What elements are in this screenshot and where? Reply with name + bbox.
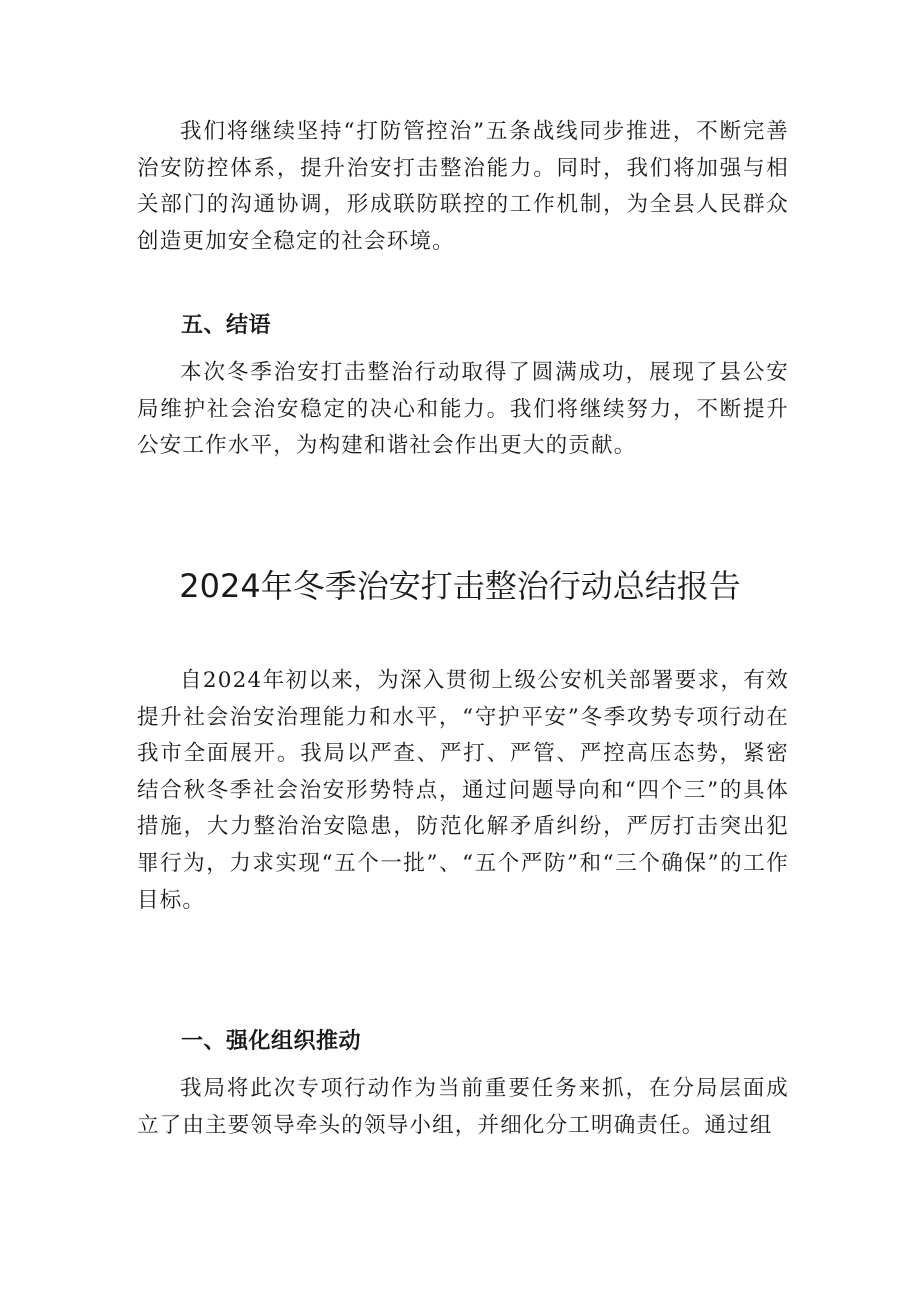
section-heading-conclusion: 五、结语 bbox=[181, 313, 272, 338]
intro-paragraph: 自2024年初以来，为深入贯彻上级公安机关部署要求，有效提升社会治安治理能力和水平，“守护平安”冬季攻势专项行动在我市全面展开。我局以严查、严打、严管、严控高压态势，紧密结合秋冬季社会治安形势特点，通过问题导向和“四个三”的具体措施，大力整治治安隐患，防范化解矛盾纠纷，严厉打击突出犯罪行为，力求实现“五个一批”、“五个严防”和“三个确保”的工作目标。 bbox=[137, 668, 789, 913]
section-1-paragraph: 我局将此次专项行动作为当前重要任务来抓，在分局层面成立了由主要领导牵头的领导小组，并细化分工明确责任。通过组 bbox=[137, 1076, 789, 1138]
heading-1-block bbox=[137, 1027, 789, 1057]
conclusion-paragraph: 本次冬季治安打击整治行动取得了圆满成功，展现了县公安局维护社会治安稳定的决心和能力。我们将继续努力，不断提升公安工作水平，为构建和谐社会作出更大的贡献。 bbox=[137, 360, 789, 459]
section-heading-1: 一、强化组织推动 bbox=[181, 1029, 362, 1054]
conclusion-block bbox=[137, 355, 789, 465]
intro-block bbox=[137, 663, 789, 919]
report-title: 2024年冬季治安打击整治行动总结报告 bbox=[179, 567, 741, 605]
paragraph-continuation: 我们将继续坚持“打防管控治”五条战线同步推进，不断完善治安防控体系，提升治安打击整治能力。同时，我们将加强与相关部门的沟通协调，形成联防联控的工作机制，为全县人民群众创造更加安全稳定的社会环境。 bbox=[137, 119, 789, 254]
section-1-block bbox=[137, 1071, 789, 1144]
heading-conclusion-block bbox=[137, 311, 789, 341]
prev-paragraph-block bbox=[137, 114, 789, 260]
